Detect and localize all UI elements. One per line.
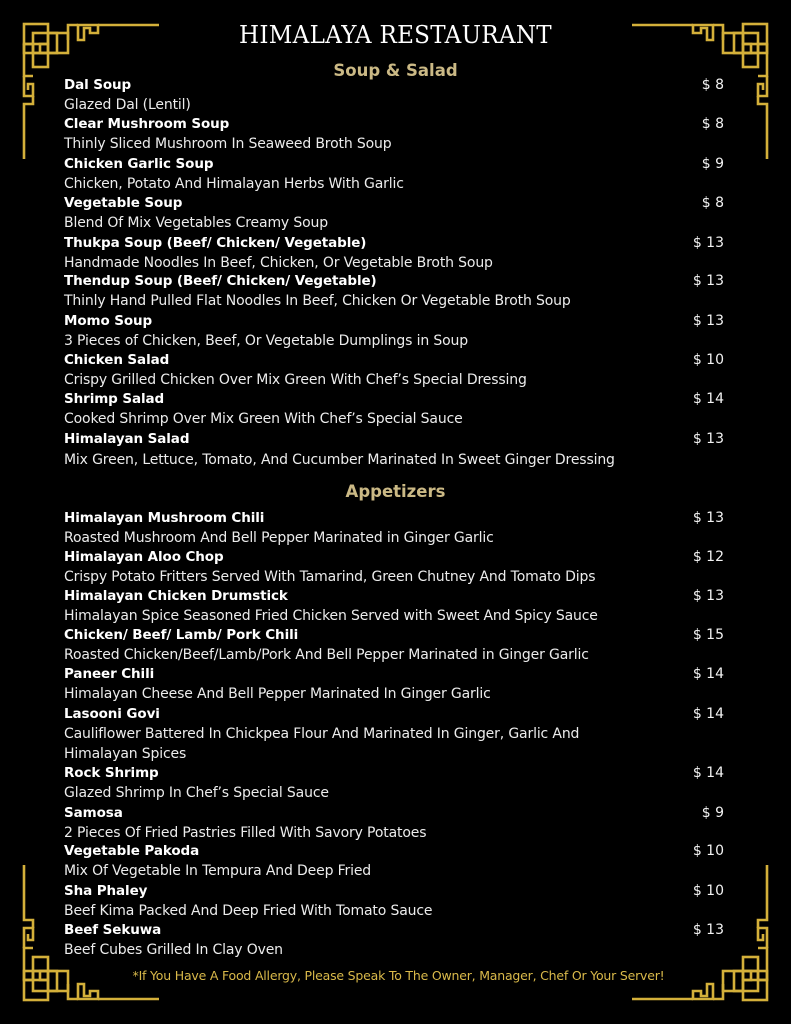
menu-item	[64, 272, 734, 311]
item-price: $ 12	[692, 549, 724, 565]
item-name: Himalayan Chicken Drumstick	[64, 588, 288, 604]
item-price: $ 10	[692, 352, 724, 368]
item-description: Beef Cubes Grilled In Clay Oven	[64, 942, 283, 958]
menu-item	[64, 234, 734, 273]
item-price: $ 10	[692, 883, 724, 899]
menu-item	[64, 548, 734, 587]
item-price: $ 15	[692, 627, 724, 643]
item-description: 3 Pieces of Chicken, Beef, Or Vegetable Dumplings in Soup	[64, 333, 468, 349]
item-name: Chicken/ Beef/ Lamb/ Pork Chili	[64, 627, 299, 643]
menu-item	[64, 312, 734, 351]
item-name: Clear Mushroom Soup	[64, 116, 230, 132]
item-name: Dal Soup	[64, 77, 132, 93]
item-price: $ 14	[692, 666, 724, 682]
restaurant-title: HIMALAYA RESTAURANT	[239, 21, 552, 49]
item-description: Blend Of Mix Vegetables Creamy Soup	[64, 215, 328, 231]
item-price: $ 14	[692, 391, 724, 407]
item-description: Crispy Potato Fritters Served With Tamarind, Green Chutney And Tomato Dips	[64, 569, 596, 585]
item-description: Glazed Shrimp In Chef’s Special Sauce	[64, 785, 329, 801]
menu-item	[64, 430, 734, 470]
item-name: Thendup Soup (Beef/ Chicken/ Vegetable)	[64, 273, 377, 289]
item-price: $ 14	[692, 765, 724, 781]
menu-item	[64, 351, 734, 390]
item-price: $ 13	[692, 588, 724, 604]
section-title-appetizers: Appetizers	[345, 482, 446, 501]
item-price: $ 9	[701, 805, 724, 821]
item-price: $ 13	[692, 313, 724, 329]
item-description: Beef Kima Packed And Deep Fried With Tomato Sauce	[64, 903, 433, 919]
item-description: Mix Green, Lettuce, Tomato, And Cucumber Marinated In Sweet Ginger Dressing	[64, 452, 615, 468]
item-name: Lasooni Govi	[64, 706, 160, 722]
item-name: Chicken Garlic Soup	[64, 156, 214, 172]
menu-item	[64, 764, 734, 803]
section-title-soup-salad: Soup & Salad	[333, 61, 458, 80]
item-price: $ 13	[692, 431, 724, 447]
item-description: Himalayan Spice Seasoned Fried Chicken Served with Sweet And Spicy Sauce	[64, 608, 598, 624]
menu-item	[64, 882, 734, 921]
item-name: Vegetable Pakoda	[64, 843, 200, 859]
menu-item	[64, 665, 734, 704]
menu-item	[64, 115, 734, 154]
menu-item	[64, 155, 734, 194]
item-description: Thinly Sliced Mushroom In Seaweed Broth Soup	[64, 136, 392, 152]
item-price: $ 14	[692, 706, 724, 722]
item-name: Momo Soup	[64, 313, 153, 329]
item-name: Paneer Chili	[64, 666, 155, 682]
menu-item	[64, 921, 734, 960]
menu-item	[64, 194, 734, 233]
item-name: Chicken Salad	[64, 352, 170, 368]
item-name: Himalayan Mushroom Chili	[64, 510, 265, 526]
menu-item	[64, 705, 734, 764]
item-price: $ 13	[692, 922, 724, 938]
item-description: 2 Pieces Of Fried Pastries Filled With Savory Potatoes	[64, 825, 427, 841]
item-name: Thukpa Soup (Beef/ Chicken/ Vegetable)	[64, 235, 367, 251]
menu-item	[64, 587, 734, 626]
item-name: Himalayan Salad	[64, 431, 190, 447]
item-description: Roasted Chicken/Beef/Lamb/Pork And Bell Pepper Marinated in Ginger Garlic	[64, 647, 589, 663]
item-description: Roasted Mushroom And Bell Pepper Marinated in Ginger Garlic	[64, 530, 494, 546]
item-description: Thinly Hand Pulled Flat Noodles In Beef, Chicken Or Vegetable Broth Soup	[64, 293, 571, 309]
item-description: Chicken, Potato And Himalayan Herbs With Garlic	[64, 176, 404, 192]
item-name: Himalayan Aloo Chop	[64, 549, 224, 565]
allergy-note: *If You Have A Food Allergy, Please Speak To The Owner, Manager, Chef Or Your Server!	[132, 968, 665, 983]
item-price: $ 9	[701, 156, 724, 172]
item-description: Cauliflower Battered In Chickpea Flour And Marinated In Ginger, Garlic And Himalayan Spices	[64, 726, 580, 762]
item-price: $ 13	[692, 235, 724, 251]
item-price: $ 8	[701, 77, 724, 93]
menu-item	[64, 390, 734, 429]
item-price: $ 13	[692, 273, 724, 289]
item-description: Himalayan Cheese And Bell Pepper Marinated In Ginger Garlic	[64, 686, 491, 702]
item-description: Glazed Dal (Lentil)	[64, 97, 191, 113]
menu-item	[64, 804, 734, 843]
item-name: Sha Phaley	[64, 883, 148, 899]
item-description: Crispy Grilled Chicken Over Mix Green With Chef’s Special Dressing	[64, 372, 527, 388]
item-description: Cooked Shrimp Over Mix Green With Chef’s Special Sauce	[64, 411, 463, 427]
item-price: $ 13	[692, 510, 724, 526]
menu-item	[64, 509, 734, 548]
menu-item	[64, 842, 734, 881]
item-description: Mix Of Vegetable In Tempura And Deep Fried	[64, 863, 372, 879]
item-price: $ 8	[701, 116, 724, 132]
item-name: Vegetable Soup	[64, 195, 183, 211]
item-name: Beef Sekuwa	[64, 922, 162, 938]
item-description: Handmade Noodles In Beef, Chicken, Or Vegetable Broth Soup	[64, 255, 493, 271]
menu-item	[64, 76, 734, 115]
item-name: Shrimp Salad	[64, 391, 165, 407]
item-name: Rock Shrimp	[64, 765, 159, 781]
menu-item	[64, 626, 734, 665]
item-price: $ 10	[692, 843, 724, 859]
item-name: Samosa	[64, 805, 123, 821]
item-price: $ 8	[701, 195, 724, 211]
